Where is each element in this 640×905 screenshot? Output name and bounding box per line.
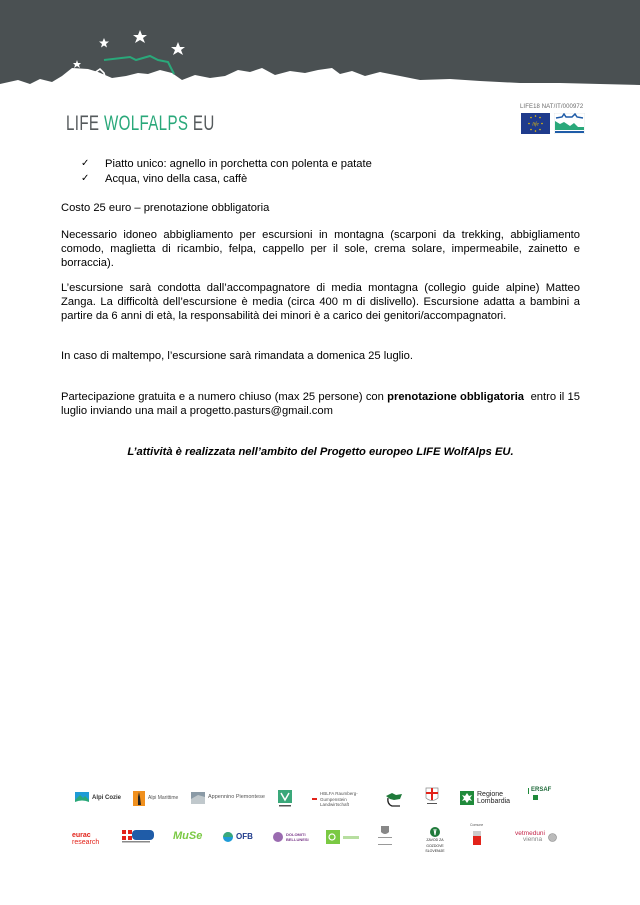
veneto-crest-icon bbox=[381, 826, 389, 836]
parco-label-line bbox=[343, 836, 359, 839]
partner-label: HBLFA Raumberg-Gumpenstein Landwirtschaft bbox=[320, 791, 358, 807]
partner-logo-vetmeduni bbox=[515, 831, 557, 843]
parco-icon bbox=[326, 830, 340, 844]
partner-label: DOLOMITI BELLUNESI bbox=[286, 831, 309, 842]
life-wolfalps-logo bbox=[66, 112, 215, 136]
list-item bbox=[81, 172, 580, 187]
email-link[interactable]: progetto.pasturs@gmail.com bbox=[189, 405, 333, 417]
partner-logo-regione-liguria bbox=[424, 786, 440, 806]
partner-logo-ersaf bbox=[528, 788, 551, 800]
booking-required: prenotazione obbligatoria bbox=[387, 391, 525, 403]
partner-label: Alpi Marittime bbox=[148, 794, 179, 801]
partner-label: ZAVOD ZA GOZDOVE SLOVENIJE bbox=[425, 838, 445, 853]
alpi-marittime-icon bbox=[133, 791, 145, 806]
val-grande-icon bbox=[278, 790, 292, 808]
partner-label: Appennino Piemontese bbox=[208, 794, 265, 801]
partner-logo-dolomiti bbox=[273, 831, 309, 843]
logo-life: LIFE bbox=[66, 112, 100, 135]
partner-label: OFB bbox=[236, 832, 253, 841]
eu-life-flag-icon bbox=[521, 113, 550, 134]
participation-paragraph bbox=[61, 390, 584, 418]
veneto-label-lines bbox=[378, 837, 392, 845]
comune-crest-icon bbox=[473, 831, 481, 845]
partner-label: vienna bbox=[523, 836, 543, 843]
partner-logo-parco bbox=[326, 830, 359, 844]
project-note: L’attività è realizzata nell’ambito del Progetto europeo LIFE WolfAlps EU. bbox=[127, 446, 514, 458]
partner-logo-comune bbox=[470, 823, 483, 845]
alpi-cozie-icon bbox=[75, 792, 89, 805]
guide-paragraph: L’escursione sarà condotta dall’accompagnatore di media montagna (collegio guide alpine) Matteo Zanga. La difficoltà dell’escursione è media (circa 400 m di dislivello). Escursione adatta a bambini a partire da 6 anni di età, la responsabilità dei minori è a carico dei genitori/accompagnatori. bbox=[61, 282, 580, 322]
partner-label: vetmeduni bbox=[515, 830, 545, 837]
partner-logo-regione-lombardia bbox=[460, 791, 513, 805]
partner-logo-zavod bbox=[420, 827, 450, 855]
zavod-icon bbox=[430, 827, 440, 837]
menu-list bbox=[61, 157, 580, 186]
partner-label: eurac bbox=[72, 832, 91, 839]
checkmark-icon: ✓ bbox=[81, 158, 90, 169]
partner-logo-hblfa bbox=[312, 791, 372, 808]
vetmeduni-seal-icon bbox=[548, 833, 557, 842]
checkmark-icon: ✓ bbox=[81, 172, 90, 184]
partner-logo-val-grande bbox=[278, 790, 292, 808]
carabinieri-icon bbox=[384, 790, 404, 808]
torino-metropoli-icon bbox=[122, 830, 154, 844]
partner-logo-eurac bbox=[72, 832, 99, 846]
partner-logo-carabinieri bbox=[384, 790, 404, 808]
dolomiti-flower-icon bbox=[273, 831, 283, 843]
partner-logo-appennino bbox=[191, 792, 265, 804]
participation-deadline: entro il 15 luglio inviando una mail a bbox=[61, 391, 584, 417]
partner-label: MuSe bbox=[173, 830, 203, 842]
partner-logo-regione-veneto bbox=[378, 826, 392, 845]
svg-text:life: life bbox=[532, 122, 539, 128]
project-code: LIFE18 NAT/IT/000972 bbox=[520, 104, 584, 110]
gear-paragraph: Necessario idoneo abbigliamento per escursioni in montagna (scarponi da trekking, abbigliamento comodo, maglietta di ricambio, felpa, cappello per il sole, crema solare, impermeabile, zainetto e borraccia). bbox=[61, 229, 580, 269]
menu-item-text: Piatto unico: agnello in porchetta con polenta e patate bbox=[105, 158, 372, 170]
partner-label: ERSAF bbox=[528, 788, 551, 794]
lombardia-rose-icon bbox=[460, 791, 474, 805]
partner-logo-muse bbox=[173, 831, 202, 842]
partner-logo-torino bbox=[122, 830, 154, 844]
austria-flag-icon bbox=[312, 798, 317, 800]
natura-2000-icon bbox=[554, 113, 585, 134]
ofb-icon bbox=[223, 832, 233, 842]
partner-label: research bbox=[72, 839, 100, 846]
partner-logo-alpi-cozie bbox=[75, 792, 121, 805]
partner-logos bbox=[60, 780, 590, 870]
partner-logo-ofb bbox=[223, 832, 253, 842]
document-body bbox=[61, 157, 584, 458]
appennino-icon bbox=[191, 792, 205, 804]
list-item bbox=[81, 157, 580, 172]
partner-label: Alpi Cozie bbox=[92, 794, 122, 801]
liguria-crest-icon bbox=[424, 786, 440, 806]
cost-paragraph: Costo 25 euro – prenotazione obbligatoria bbox=[61, 202, 270, 214]
ersaf-mark-icon bbox=[533, 795, 538, 800]
partner-label: Comune bbox=[470, 823, 484, 827]
logo-eu: EU bbox=[192, 112, 215, 135]
logo-wolfalps: WOLFALPS bbox=[103, 112, 189, 135]
participation-text: Partecipazione gratuita e a numero chiuso (max 25 persone) con bbox=[61, 391, 388, 403]
partner-label: Regione Lombardia bbox=[477, 791, 511, 805]
partner-logo-alpi-marittime bbox=[133, 791, 178, 806]
menu-item-text: Acqua, vino della casa, caffè bbox=[105, 172, 248, 185]
weather-paragraph: In caso di maltempo, l’escursione sarà rimandata a domenica 25 luglio. bbox=[61, 350, 413, 362]
